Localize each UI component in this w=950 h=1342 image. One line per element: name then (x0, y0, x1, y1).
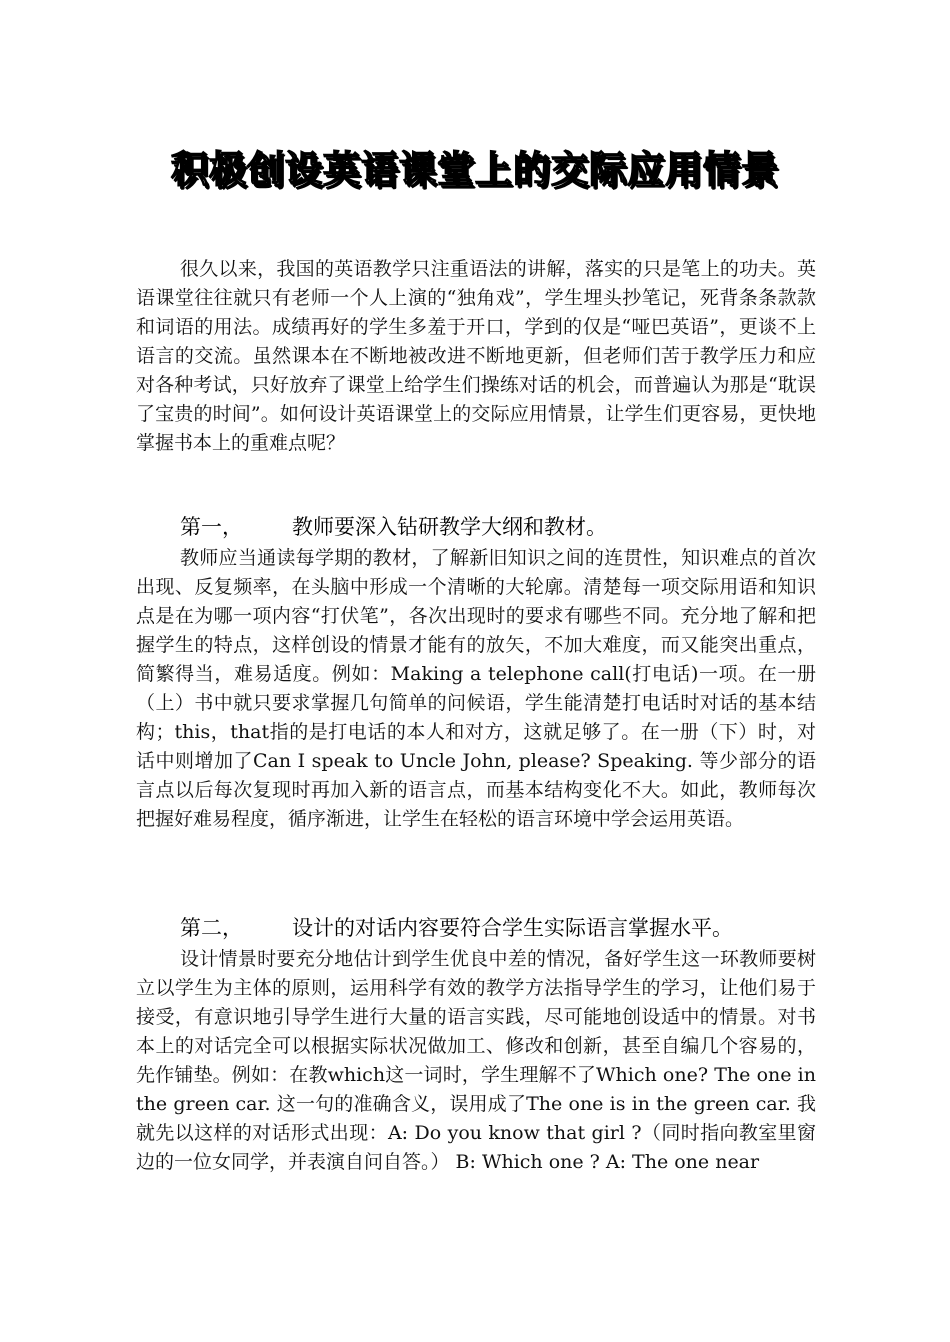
section-heading-1 (180, 512, 840, 542)
section-heading-text: 设计的对话内容要符合学生实际语言掌握水平。 (292, 916, 733, 940)
section-number: 第一， (180, 515, 243, 539)
section-paragraph-1: 教师应当通读每学期的教材，了解新旧知识之间的连贯性，知识难点的首次出现、反复频率，在头脑中形成一个清晰的大轮廓。清楚每一项交际用语和知识点是在为哪一项内容“打伏笔”，各次出现时的要求有哪些不同。充分地了解和把握学生的特点，这样创设的情景才能有的放矢，不加大难度，而又能突出重点，简繁得当，难易适度。例如：Making a telephone call(打电话)一项。在一册（上）书中就只要求掌握几句简单的问候语，学生能清楚打电话时对话的基本结构；this，that指的是打电话的本人和对方，这就足够了。在一册（下）时，对话中则增加了Can I speak to Uncle John, please? Speaking. 等少部分的语言点以后每次复现时再加入新的语言点，而基本结构变化不大。如此，教师每次把握好难易程度，循序渐进，让学生在轻松的语言环境中学会运用英语。 (136, 547, 816, 830)
section-number: 第二， (180, 916, 243, 940)
intro-paragraph: 很久以来，我国的英语教学只注重语法的讲解，落实的只是笔上的功夫。英语课堂往往就只有老师一个人上演的“独角戏”，学生埋头抄笔记，死背条条款款和词语的用法。成绩再好的学生多羞于开口，学到的仅是“哑巴英语”，更谈不上语言的交流。虽然课本在不断地被改进不断地更新，但老师们苦于教学压力和应对各种考试，只好放弃了课堂上给学生们操练对话的机会，而普遍认为那是“耽误了宝贵的时间”。如何设计英语课堂上的交际应用情景，让学生们更容易，更快地掌握书本上的重难点呢？ (136, 258, 816, 454)
section-heading-text: 教师要深入钻研教学大纲和教材。 (292, 515, 607, 539)
section-heading-2 (180, 913, 840, 943)
section-paragraph-2: 设计情景时要充分地估计到学生优良中差的情况，备好学生这一环教师要树立以学生为主体的原则，运用科学有效的教学方法指导学生的学习，让他们易于接受，有意识地引导学生进行大量的语言实践，尽可能地创设适中的情景。对书本上的对话完全可以根据实际状况做加工、修改和创新，甚至自编几个容易的，先作铺垫。例如：在教which这一词时，学生理解不了Which one? The one in the green car. 这一句的准确含义，误用成了The one is in the green car. 我就先以这样的对话形式出现：A: Do you know that girl ?（同时指向教室里窗边的一位女同学，并表演自问自答。） B: Which one ? A: The one near (136, 948, 816, 1173)
page-title: 积极创设英语课堂上的交际应用情景 (171, 148, 779, 191)
